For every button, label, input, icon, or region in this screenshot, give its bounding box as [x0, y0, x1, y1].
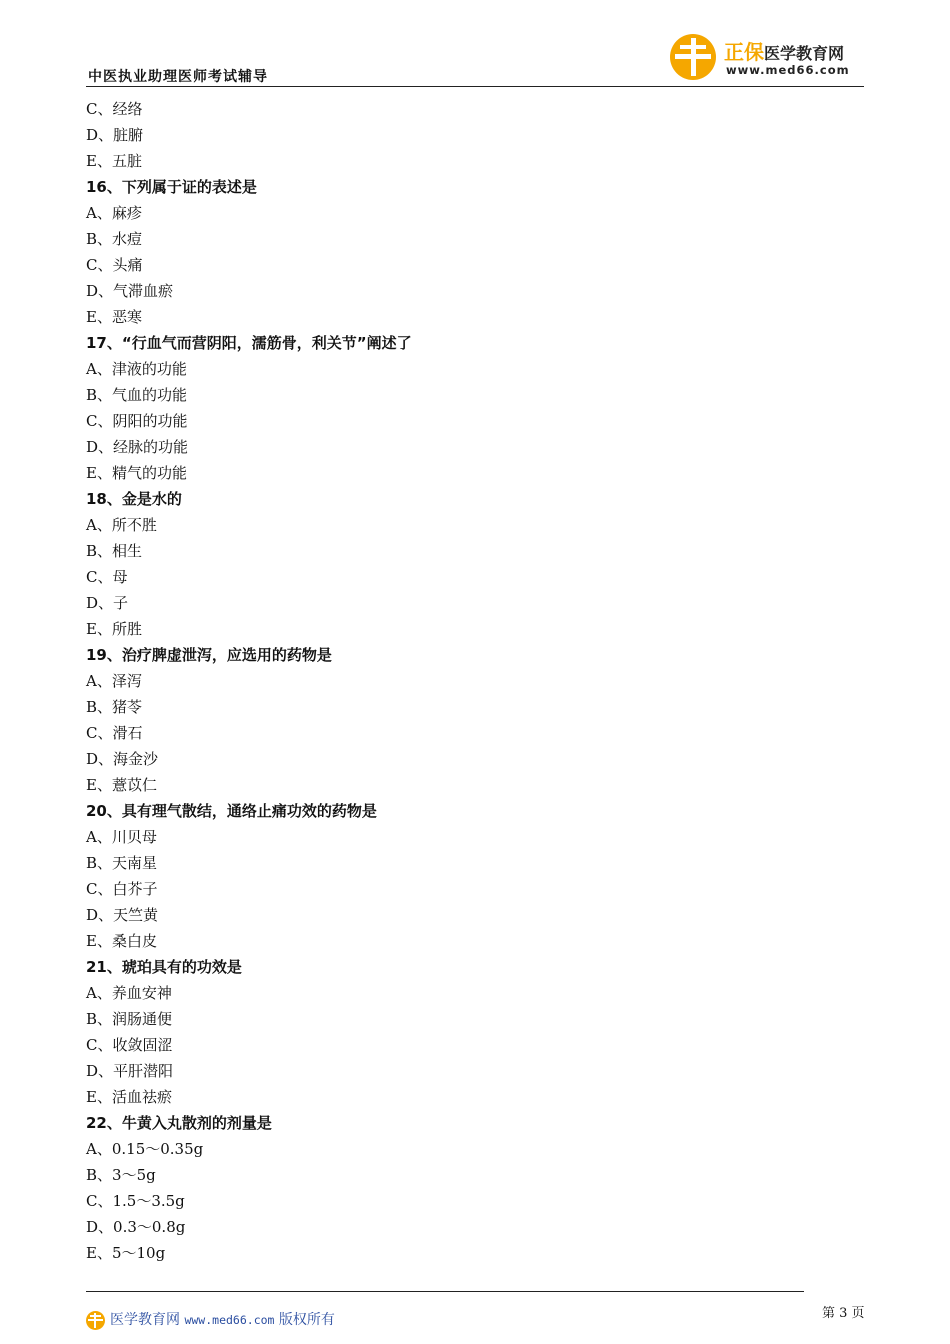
answer-option: E、恶寒	[86, 308, 142, 326]
answer-option: E、所胜	[86, 620, 142, 638]
footer-logo-icon	[86, 1311, 105, 1330]
logo-brand-main: 正保	[724, 40, 764, 64]
answer-option: C、母	[86, 568, 128, 586]
answer-option: E、桑白皮	[86, 932, 157, 950]
answer-option: C、经络	[86, 100, 143, 118]
answer-option: E、薏苡仁	[86, 776, 157, 794]
answer-option: D、海金沙	[86, 750, 159, 768]
answer-option: E、精气的功能	[86, 464, 187, 482]
answer-option: C、阴阳的功能	[86, 412, 188, 430]
question-stem: 18、金是水的	[86, 490, 182, 508]
question-stem: 21、琥珀具有的功效是	[86, 958, 242, 976]
footer-divider	[86, 1291, 804, 1292]
answer-option: C、收敛固涩	[86, 1036, 173, 1054]
answer-option: B、天南星	[86, 854, 158, 872]
answer-option: D、脏腑	[86, 126, 144, 144]
answer-option: C、白芥子	[86, 880, 158, 898]
answer-option: B、润肠通便	[86, 1010, 173, 1028]
question-list	[86, 96, 412, 1266]
answer-option: B、水痘	[86, 230, 143, 248]
answer-option: E、五脏	[86, 152, 142, 170]
footer-rights: 版权所有	[278, 1312, 335, 1328]
answer-option: E、活血祛瘀	[86, 1088, 172, 1106]
answer-option: A、0.15～0.35g	[86, 1140, 204, 1158]
answer-option: D、平肝潜阳	[86, 1062, 174, 1080]
answer-option: A、泽泻	[86, 672, 142, 690]
answer-option: A、所不胜	[86, 516, 157, 534]
answer-option: B、气血的功能	[86, 386, 188, 404]
question-stem: 20、具有理气散结，通络止痛功效的药物是	[86, 802, 377, 820]
answer-option: A、养血安神	[86, 984, 172, 1002]
question-stem: 19、治疗脾虚泄泻，应选用的药物是	[86, 646, 332, 664]
answer-option: D、经脉的功能	[86, 438, 189, 456]
footer-url: www.med66.com	[184, 1313, 275, 1327]
question-stem: 22、牛黄入丸散剂的剂量是	[86, 1114, 272, 1132]
answer-option: A、川贝母	[86, 828, 157, 846]
answer-option: D、天竺黄	[86, 906, 159, 924]
question-stem: 17、“行血气而营阴阳，濡筋骨，利关节”阐述了	[86, 334, 412, 352]
question-stem: 16、下列属于证的表述是	[86, 178, 257, 196]
answer-option: A、津液的功能	[86, 360, 187, 378]
header-divider	[86, 86, 864, 87]
page-number: 第 3 页	[822, 1306, 865, 1321]
answer-option: C、滑石	[86, 724, 143, 742]
answer-option: C、头痛	[86, 256, 143, 274]
answer-option: B、3～5g	[86, 1166, 156, 1184]
answer-option: D、气滞血瘀	[86, 282, 174, 300]
footer-site-name: 医学教育网	[110, 1312, 180, 1328]
med66-logo-icon	[670, 34, 716, 80]
logo-url: www.med66.com	[726, 63, 850, 77]
answer-option: B、相生	[86, 542, 143, 560]
answer-option: D、子	[86, 594, 129, 612]
header-title: 中医执业助理医师考试辅导	[88, 69, 268, 85]
answer-option: A、麻疹	[86, 204, 142, 222]
answer-option: B、猪苓	[86, 698, 143, 716]
logo-brand	[724, 36, 844, 65]
med66-logo	[670, 32, 870, 84]
logo-brand-rest: 医学教育网	[764, 44, 845, 63]
answer-option: E、5～10g	[86, 1244, 166, 1262]
answer-option: C、1.5～3.5g	[86, 1192, 185, 1210]
answer-option: D、0.3～0.8g	[86, 1218, 186, 1236]
